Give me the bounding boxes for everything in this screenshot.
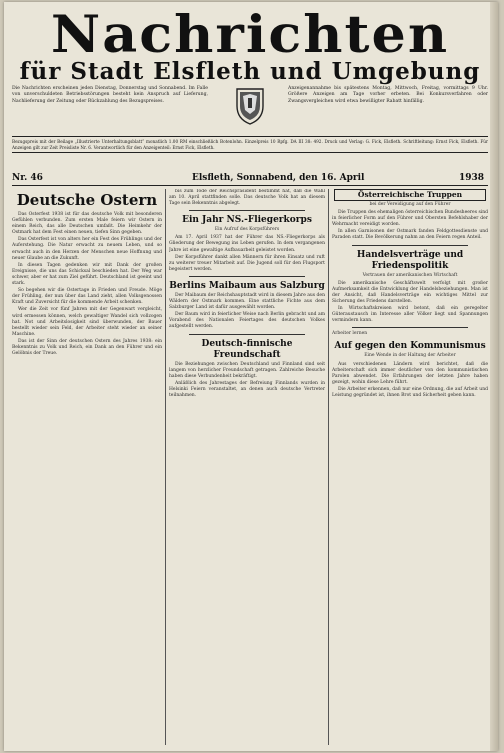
article-headline: Berlins Maibaum aus Salzburg xyxy=(169,280,325,291)
dateline xyxy=(12,172,488,186)
article-paragraph: Am 17. April 1937 hat der Führer das NS.-Fliegerkorps als Gliederung der Bewegung ins Leben gerufen. In dem vergangenen Jahre ist eine gewaltige Aufbauarbeit geleistet worden. xyxy=(169,235,325,253)
article-paragraph: Die amerikanische Geschäftswelt verfolgt mit großer Aufmerksamkeit die Entwicklung der Handelsbeziehungen. Man ist der Ansicht, daß Handelsverträge ein wichtiges Mittel zur Sicherung des Friedens darstellen. xyxy=(332,280,488,304)
newspaper-page xyxy=(4,2,498,751)
article-paragraph: Das ist der Sinn der deutschen Ostern des Jahres 1938: ein Bekenntnis zu Volk und Reich, ein Dank an den Führer und ein Gelöbnis der Treue. xyxy=(12,338,162,357)
article-headline: Auf gegen den Kommunismus xyxy=(334,341,486,352)
article-kicker: Arbeiter lernen xyxy=(332,331,368,337)
newspaper-title: Nachrichten xyxy=(50,3,450,65)
article-paragraph: Die Beziehungen zwischen Deutschland und Finnland sind seit langem von herzlicher Freundschaft getragen. Zahlreiche Besuche haben diese Verbundenheit bekräftigt. xyxy=(169,361,325,379)
article-paragraph: Das Osterfest ist von alters her ein Fest des Frühlings und der Auferstehung. Die Natur erwacht zu neuem Leben, und so erwacht auch in den Herzen der Menschen neue Hoffnung und neuer Glaube an die Zukunft. xyxy=(12,237,162,261)
article-paragraph: Wer die Zeit vor fünf Jahren mit der Gegenwart vergleicht, wird ermessen können, welch gewaltiger Wandel sich vollzogen hat. Not und Arbeitslosigkeit sind überwunden, der Bauer bestellt wieder sein Feld, der Arbeiter steht wieder an seiner Maschine. xyxy=(12,307,162,337)
article-headline: Deutsche Ostern xyxy=(16,191,158,209)
column-2 xyxy=(169,189,325,749)
article-paragraph: Der Korpsführer dankt allen Männern für ihren Einsatz und ruft zu weiterer treuer Mitarbeit auf. Die Jugend soll für den Flugsport begeistert werden. xyxy=(169,254,325,272)
column-1 xyxy=(12,189,162,749)
article-paragraph: Die Arbeiter erkennen, daß nur eine Ordnung, die auf Arbeit und Leistung gegründet ist, ihnen Brot und Sicherheit geben kann. xyxy=(332,386,488,398)
article-paragraph: Die Truppen des ehemaligen österreichischen Bundesheeres sind in feierlicher Form auf den Führer und Obersten Befehlshaber der Wehrmacht vereidigt worden. xyxy=(332,210,488,228)
masthead xyxy=(12,3,488,85)
article-subheadline: bei der Vereidigung auf den Führer xyxy=(369,202,451,207)
article-paragraph: So begehen wir die Ostertage in Frieden und Freude. Möge der Frühling, der nun über das Land zieht, allen Volksgenossen Kraft und Zuversicht für die kommende Arbeit schenken. xyxy=(12,288,162,306)
column-3 xyxy=(332,189,488,749)
article-headline: Österreichische Truppen xyxy=(334,189,486,201)
article-subheadline: Eine Wende in der Haltung der Arbeiter xyxy=(364,353,456,359)
article-subheadline: Ein Aufruf des Korpsführers xyxy=(214,227,280,233)
info-row xyxy=(12,86,488,132)
coat-of-arms-icon xyxy=(234,86,266,126)
column-rule xyxy=(328,189,329,745)
column-rule xyxy=(165,189,166,745)
article-paragraph: Der Baum wird in feierlicher Weise nach Berlin gebracht und am Vorabend des Nationalen Feiertages des deutschen Volkes aufgestellt werden. xyxy=(169,312,325,330)
article-paragraph: Anläßlich des Jahrestages der Befreiung Finnlands wurden in Helsinki Feiern veranstaltet, an denen auch deutsche Vertreter teilnahmen. xyxy=(169,380,325,398)
issue-number: Nr. 46 xyxy=(12,173,43,183)
publication-info: Die Nachrichten erscheinen jeden Dienstag, Donnerstag und Sonnabend. Im Falle von unverschuldeten Betriebsstörungen besteht kein Anspruch auf Lieferung, Nachlieferung der Zeitung oder Rückzahlung des Bezugspreises. xyxy=(12,86,208,104)
divider xyxy=(189,276,305,277)
divider xyxy=(189,334,305,335)
article-paragraph: Der Maibaum der Reichshauptstadt wird in diesem Jahre aus den Wäldern der Ostmark kommen. Eine stattliche Fichte aus dem Salzburger Land ist dafür ausgewählt worden. xyxy=(169,292,325,311)
article-paragraph: Aus verschiedenen Ländern wird berichtet, daß die Arbeiterschaft sich immer deutlicher von den kommunistischen Parolen abwendet. Die Erfahrungen der letzten Jahre haben gezeigt, wohin diese Lehre führt. xyxy=(332,361,488,385)
article-paragraph: In Wirtschaftskreisen wird betont, daß ein geregelter Güteraustausch im Interesse aller Völker liegt und Spannungen vermindern kann. xyxy=(332,306,488,324)
newspaper-subtitle: für Stadt Elsfleth und Umgebung xyxy=(19,58,481,85)
issue-date: Elsfleth, Sonnabend, den 16. April xyxy=(192,173,365,183)
divider xyxy=(352,327,468,328)
article-headline: Handelsverträge und Friedenspolitik xyxy=(356,249,464,271)
article-paragraph: bis zum Tode der Reichspräsident bestimmt hat, daß die Wahl am 10. April stattfinden solle. Das deutsche Volk hat an diesem Tage sein Bekenntnis abgelegt. xyxy=(169,189,325,207)
article-headline: Ein Jahr NS.-Fliegerkorps xyxy=(182,215,312,226)
divider xyxy=(189,210,305,211)
advertising-info: Anzeigenannahme bis spätestens Montag, Mittwoch, Freitag, vormittags 9 Uhr. Größere Anzeigen am Tage vorher erbeten. Bei Konkursverfahren oder Zwangsvergleichen wird etwa bewilligter Rabatt hinfällig. xyxy=(288,86,488,104)
subscription-bar: Bezugspreis mit der Beilage „Illustrierte Unterhaltungsblatt“ monatlich 1.00 RM einschließlich Botenlohn. Einzelpreis 10 Rpfg. DA III 38: 492. Druck und Verlag: G. Fick, Elsfleth. Schriftleitung: Ernst Fick, Elsfleth. Für Anzeigen gilt zur Zeit Preisliste Nr. 6. Verantwortlich für den Anzeigenteil: Ernst Fick, Elsfleth. xyxy=(12,136,488,153)
article-paragraph: In allen Garnisonen der Ostmark fanden Feldgottesdienste und Paraden statt. Die Bevölkerung nahm an den Feiern regen Anteil. xyxy=(332,229,488,241)
article-paragraph: Das Osterfest 1938 ist für das deutsche Volk mit besonderen Gefühlen verbunden. Zum ersten Male feiern wir Ostern in einem Reich, das alle Deutschen umfaßt. Die Heimkehr der Ostmark hat dem Fest einen neuen, tiefen Sinn gegeben. xyxy=(12,212,162,236)
article-subheadline: Vertrauen der amerikanischen Wirtschaft xyxy=(362,272,458,278)
article-headline: Deutsch-finnische Freundschaft xyxy=(201,338,293,360)
divider xyxy=(352,245,468,246)
article-paragraph: In diesen Tagen gedenken wir mit Dank der großen Ereignisse, die uns das Schicksal beschieden hat. Der Weg war schwer, aber er hat zum Ziel geführt. Deutschland ist geeint und stark. xyxy=(12,262,162,287)
issue-year: 1938 xyxy=(458,173,484,183)
page-binding-edge xyxy=(490,2,498,751)
